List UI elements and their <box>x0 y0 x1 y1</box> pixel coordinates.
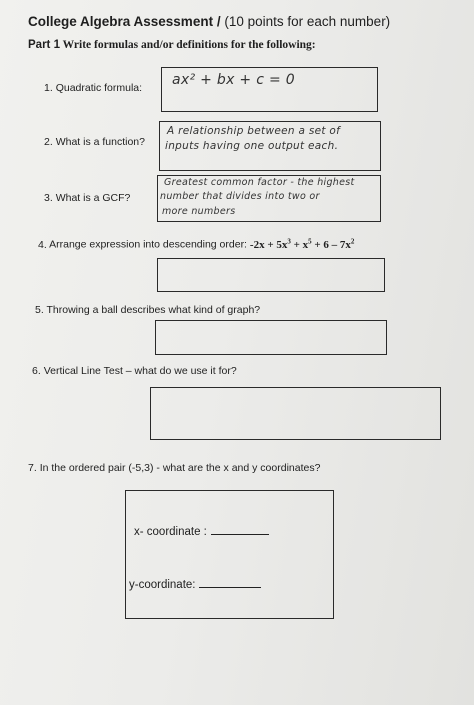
answer-box-5[interactable] <box>155 320 387 355</box>
expression-term-3: + 6 – 7x <box>311 238 351 251</box>
expression-term-2: + x <box>290 238 309 251</box>
question-1 <box>44 82 142 94</box>
answer-box-6[interactable] <box>150 387 441 440</box>
exponent-2: 5 <box>308 237 312 245</box>
question-number: 4. <box>38 238 47 251</box>
handwritten-answer-3-line-3: more numbers <box>162 206 236 217</box>
x-coordinate-blank[interactable] <box>211 524 269 535</box>
question-number: 2. <box>44 136 53 148</box>
question-number: 3. <box>44 192 53 204</box>
question-number: 5. <box>35 304 44 316</box>
question-text: In the ordered pair (-5,3) - what are the x and y coordinates? <box>39 462 321 474</box>
question-text: Throwing a ball describes what kind of graph? <box>46 304 261 316</box>
points-note: (10 points for each number) <box>224 14 391 29</box>
handwritten-answer-2-line-2: inputs having one output each. <box>165 140 339 152</box>
answer-box-4[interactable] <box>157 258 385 292</box>
question-3 <box>44 192 130 204</box>
question-2 <box>44 136 145 148</box>
y-coordinate-label: y-coordinate: <box>129 579 196 591</box>
handwritten-answer-3-line-2: number that divides into two or <box>160 191 320 202</box>
expression-term-1: -2x + 5x <box>249 238 288 251</box>
part-heading <box>28 39 316 51</box>
question-7 <box>28 462 320 474</box>
x-coordinate-row <box>134 524 269 538</box>
question-4 <box>38 237 354 251</box>
question-6 <box>32 365 237 377</box>
question-5 <box>35 304 260 316</box>
question-text: What is a function? <box>55 136 145 148</box>
coordinates-box <box>125 490 334 619</box>
title-text: College Algebra Assessment / <box>28 14 221 29</box>
y-coordinate-row <box>129 577 261 591</box>
question-number: 7. <box>28 462 37 474</box>
handwritten-answer-1: ax² + bx + c = 0 <box>172 72 295 88</box>
y-coordinate-blank[interactable] <box>199 577 261 588</box>
question-text: What is a GCF? <box>55 192 131 204</box>
question-text: Arrange expression into descending order: <box>49 238 247 251</box>
exponent-1: 3 <box>287 237 291 245</box>
question-number: 6. <box>32 365 41 377</box>
exponent-3: 2 <box>350 237 355 245</box>
question-text: Vertical Line Test – what do we use it for? <box>43 365 237 377</box>
x-coordinate-label: x- coordinate : <box>134 526 207 538</box>
page-title <box>28 14 390 29</box>
part-instructions: Write formulas and/or definitions for the following: <box>62 39 316 51</box>
handwritten-answer-2-line-1: A relationship between a set of <box>167 125 341 137</box>
handwritten-answer-3-line-1: Greatest common factor - the highest <box>164 177 355 188</box>
expression <box>250 239 355 251</box>
question-number: 1. <box>44 82 53 94</box>
question-text: Quadratic formula: <box>55 82 143 94</box>
part-label: Part 1 <box>28 39 60 51</box>
